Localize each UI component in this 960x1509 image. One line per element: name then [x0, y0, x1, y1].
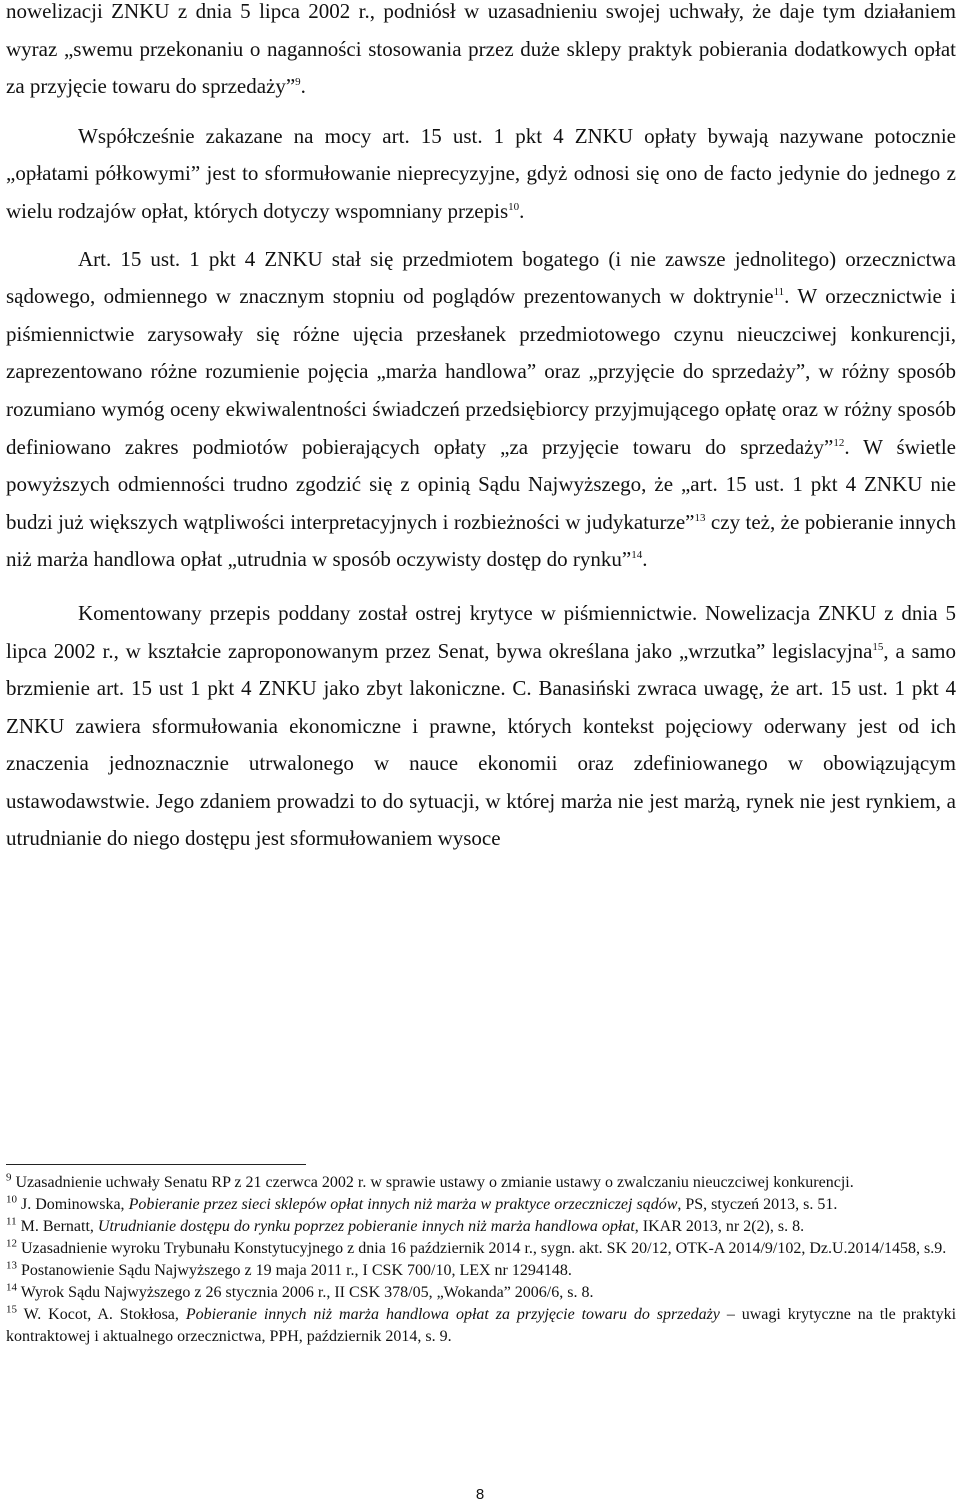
footnote-text-end: , IKAR 2013, nr 2(2), s. 8. [634, 1218, 805, 1235]
paragraph-1-text: nowelizacji ZNKU z dnia 5 lipca 2002 r., podniósł w uzasadnieniu swojej uchwały, że daje tym działaniem wyraz „swemu przekonaniu o naganności stosowania przez duże sklepy praktyk pobierania dodatkowych opłat za przyjęcie towaru do sprzedaży” [6, 0, 956, 99]
paragraph-1 [6, 0, 956, 106]
paragraph-4-text-b: , a samo brzmienie art. 15 ust 1 pkt 4 ZNKU jako zbyt lakoniczne. C. Banasiński zwraca uwagę, że art. 15 ust. 1 pkt 4 ZNKU zawiera sformułowania ekonomiczne i prawne, których kontekst pojęciowy oderwany jest od ich znaczenia jednoznacznie utrwalonego w nauce ekonomii oraz zdefiniowanego w obowiązującym ustawodawstwie. Jego zdaniem prowadzi to do sytuacji, w której marża nie jest marżą, rynek nie jest rynkiem, a utrudnianie do niego dostępu jest sformułowaniem wysoce [6, 638, 956, 851]
paragraph-2-text: Współcześnie zakazane na mocy art. 15 ust. 1 pkt 4 ZNKU opłaty bywają nazywane potocznie „opłatami półkowymi” jest to sformułowanie nieprecyzyjne, gdyż odnosi się ono de facto jedynie do jednego z wielu rodzajów opłat, których dotyczy wspomniany przepis [6, 123, 956, 223]
footnote-13 [6, 1260, 956, 1282]
footnote-14 [6, 1282, 956, 1304]
paragraph-3-text-c: . W świetle powyższych odmienności trudno zgodzić się z opinią Sądu Najwyższego, że „art. 15 ust. 1 pkt 4 ZNKU nie budzi już większych wątpliwości interpretacyjnych i rozbieżności w judykaturze” [6, 434, 957, 534]
paragraph-3-text-a: Art. 15 ust. 1 pkt 4 ZNKU stał się przedmiotem bogatego (i nie zawsze jednolitego) orzecznictwa sądowego, odmiennego w znacznym stopniu od poglądów prezentowanych w doktrynie [6, 246, 956, 309]
footnote-text: J. Dominowska, [17, 1196, 129, 1213]
paragraph-2 [6, 118, 956, 231]
footnote-ref[interactable]: 15 [872, 640, 884, 653]
footnote-number: 15 [6, 1303, 17, 1316]
footnote-number: 9 [6, 1171, 12, 1184]
paragraph-2-end: . [519, 198, 525, 223]
footnote-number: 14 [6, 1281, 17, 1294]
footnote-11 [6, 1216, 956, 1238]
footnote-number: 12 [6, 1237, 17, 1250]
footnote-ref[interactable]: 9 [295, 76, 301, 89]
document-body [6, 0, 956, 858]
footnotes [6, 1172, 956, 1348]
page-number: 8 [475, 1486, 485, 1503]
paragraph-4-text-a: Komentowany przepis poddany został ostrej krytyce w piśmiennictwie. Nowelizacja ZNKU z dnia 5 lipca 2002 r., w kształcie zaproponowanym przez Senat, bywa określana jako „wrzutka” legislacyjna [6, 600, 956, 663]
footnote-text-end: – uwagi krytyczne na tle praktyki kontraktowej i aktualnego orzecznictwa, PPH, październik 2014, s. 9. [6, 1306, 957, 1345]
footnote-title: Utrudnianie dostępu do rynku poprzez pobieranie innych niż marża handlowa opłat [97, 1218, 635, 1235]
footnote-text: Uzasadnienie wyroku Trybunału Konstytucyjnego z dnia 16 październik 2014 r., sygn. akt. SK 20/12, OTK-A 2014/9/102, Dz.U.2014/1458, s.9. [17, 1240, 947, 1257]
footnote-12 [6, 1238, 956, 1260]
footnote-number: 11 [6, 1215, 17, 1228]
footnote-separator [6, 1164, 306, 1165]
footnote-ref[interactable]: 13 [694, 511, 706, 524]
footnote-text: Uzasadnienie uchwały Senatu RP z 21 czerwca 2002 r. w sprawie ustawy o zmianie ustawy o zwalczaniu nieuczciwej konkurencji. [11, 1174, 854, 1191]
footnote-title: Pobieranie innych niż marża handlowa opłat za przyjęcie towaru do sprzedaży [185, 1306, 720, 1323]
footnote-9 [6, 1172, 956, 1194]
footnote-text: Wyrok Sądu Najwyższego z 26 stycznia 2006 r., II CSK 378/05, „Wokanda” 2006/6, s. 8. [17, 1284, 594, 1301]
paragraph-3-text-b: . W orzecznictwie i piśmiennictwie zarysowały się różne ujęcia przesłanek przedmiotowego czynu nieuczciwej konkurencji, zaprezentowano różne rozumienie pojęcia „marża handlowa” oraz „przyjęcie do sprzedaży”, w różny sposób rozumiano wymóg oceny ekwiwalentności świadczeń przedsiębiorcy przyjmującego opłatę oraz w różny sposób definiowano zakres podmiotów pobierających opłaty „za przyjęcie towaru do sprzedaży” [6, 284, 956, 459]
paragraph-3-end: . [642, 547, 648, 572]
footnote-number: 10 [6, 1193, 17, 1206]
footnote-text: M. Bernatt, [16, 1218, 98, 1235]
paragraph-3 [6, 241, 956, 579]
footnote-number: 13 [6, 1259, 17, 1272]
footnote-ref[interactable]: 11 [773, 286, 785, 299]
footnote-10 [6, 1194, 956, 1216]
paragraph-1-end: . [300, 74, 306, 99]
footnote-text-end: , PS, styczeń 2013, s. 51. [677, 1196, 838, 1213]
footnote-15 [6, 1304, 956, 1348]
paragraph-4 [6, 595, 956, 858]
footnote-ref[interactable]: 10 [508, 200, 520, 213]
paragraph-3-text-d: czy też, że pobieranie innych niż marża handlowa opłat „utrudnia w sposób oczywisty dostęp do rynku” [6, 509, 956, 572]
footnote-ref[interactable]: 12 [833, 436, 845, 449]
footnote-text: W. Kocot, A. Stokłosa, [17, 1306, 186, 1323]
footnote-text: Postanowienie Sądu Najwyższego z 19 maja 2011 r., I CSK 700/10, LEX nr 1294148. [17, 1262, 572, 1279]
footnote-ref[interactable]: 14 [631, 549, 643, 562]
footnote-title: Pobieranie przez sieci sklepów opłat innych niż marża w praktyce orzeczniczej sądów [128, 1196, 678, 1213]
